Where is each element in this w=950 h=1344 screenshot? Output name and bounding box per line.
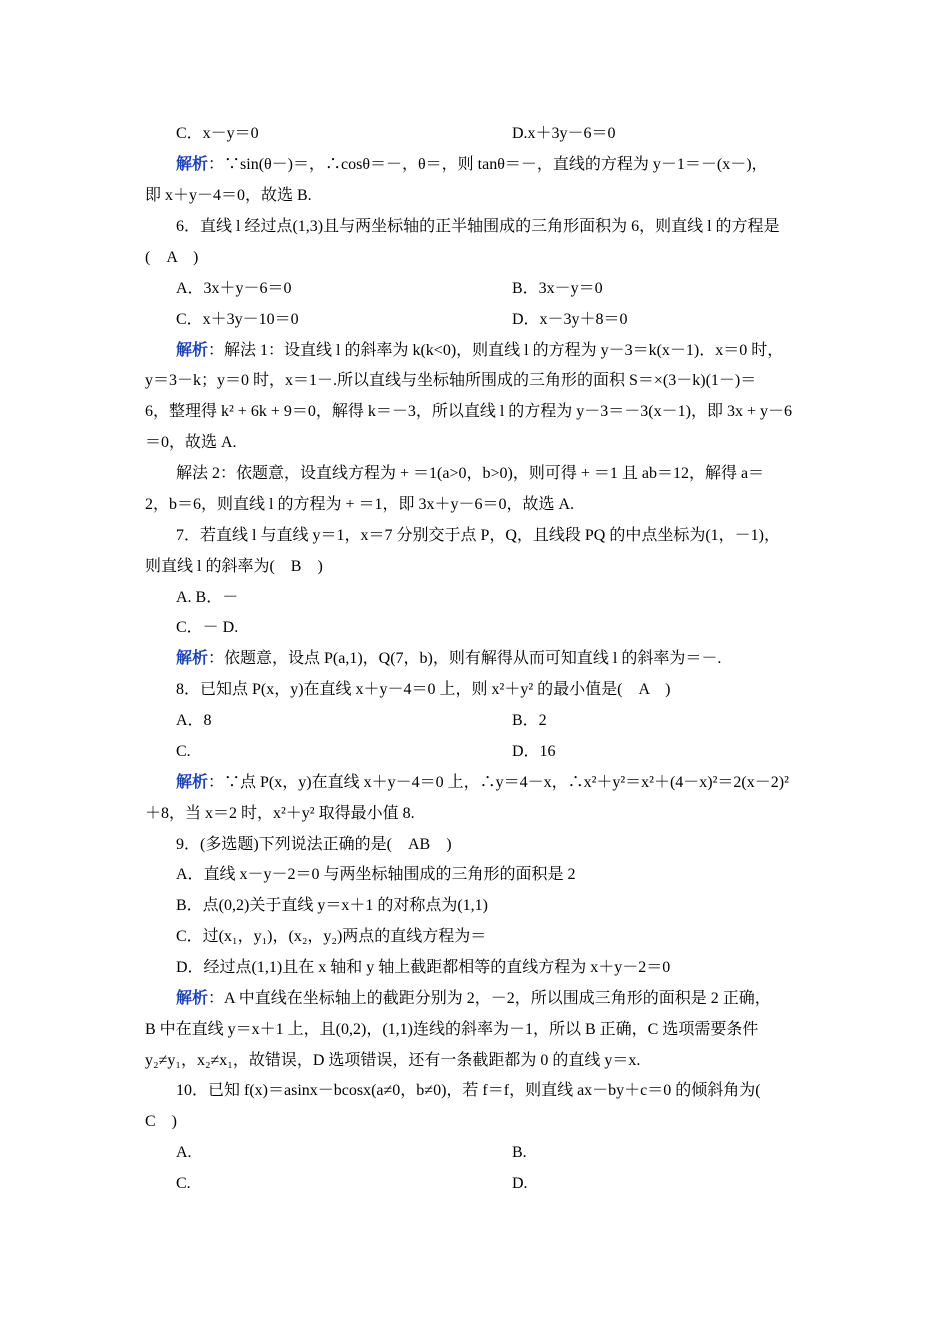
solution-label: 解析 [176, 650, 209, 667]
q8-option-c: C. [176, 743, 191, 760]
q8-solution-line1: 解析：∵点 P(x，y)在直线 x＋y－4＝0 上，∴y＝4－x，∴x²＋y²＝x²＋(4－x)²＝2(x－2)² [176, 774, 789, 791]
q7-solution: 解析：依题意，设点 P(a,1)，Q(7，b)，则有解得从而可知直线 l 的斜率为＝－. [176, 650, 722, 667]
q7-options-cd: C．－ D. [176, 619, 239, 636]
q6-solution1-line1: 解析：解法 1：设直线 l 的斜率为 k(k<0)，则直线 l 的方程为 y－3＝k(x－1)．x＝0 时， [176, 342, 784, 359]
q7-options-ab: A. B．－ [176, 589, 239, 606]
q9-solution-line2: B 中在直线 y＝x＋1 上，且(0,2)，(1,1)连线的斜率为－1，所以 B 正确，C 选项需要条件 [145, 1021, 759, 1038]
solution-label: 解析 [176, 342, 209, 359]
q6-option-d: D．x－3y＋8＝0 [512, 311, 628, 328]
q6-stem-line1: 6．直线 l 经过点(1,3)且与两坐标轴的正半轴围成的三角形面积为 6，则直线 l 的方程是 [176, 218, 780, 235]
q10-option-c: C. [176, 1175, 191, 1192]
q6-stem-line2: ( A ) [145, 249, 199, 266]
q9-solution-line3: y₂≠y₁，x₂≠x₁，故错误，D 选项错误，还有一条截距都为 0 的直线 y＝x. [145, 1052, 641, 1069]
q9-solution-line1: 解析：A 中直线在坐标轴上的截距分别为 2，－2，所以围成三角形的面积是 2 正确， [176, 990, 771, 1007]
q8-option-a: A．8 [176, 712, 212, 729]
q9-option-d: D．经过点(1,1)且在 x 轴和 y 轴上截距都相等的直线方程为 x＋y－2＝0 [176, 959, 671, 976]
q10-option-a: A. [176, 1144, 192, 1161]
q8-solution-line2: ＋8，当 x＝2 时，x²＋y² 取得最小值 8. [145, 805, 415, 822]
q10-stem-line1: 10．已知 f(x)＝asinx－bcosx(a≠0，b≠0)，若 f＝f，则直线 ax－by＋c＝0 的倾斜角为( [176, 1082, 761, 1099]
q5-option-c: C．x－y＝0 [176, 125, 259, 142]
q6-option-a: A．3x＋y－6＝0 [176, 280, 292, 297]
solution-label: 解析 [176, 774, 209, 791]
q5-option-d: D.x＋3y－6＝0 [512, 125, 616, 142]
q7-stem-line1: 7．若直线 l 与直线 y＝1，x＝7 分别交于点 P，Q，且线段 PQ 的中点坐标为(1，－1)， [176, 527, 781, 544]
q6-solution2-line1: 解法 2：依题意，设直线方程为 + ＝1(a>0，b>0)，则可得 + ＝1 且 ab＝12，解得 a＝ [176, 465, 765, 482]
q5-solution-line2: 即 x＋y－4＝0，故选 B. [145, 187, 312, 204]
q8-stem: 8．已知点 P(x，y)在直线 x＋y－4＝0 上，则 x²＋y² 的最小值是( A ) [176, 681, 671, 698]
q6-solution2-line2: 2，b＝6，则直线 l 的方程为 + ＝1，即 3x＋y－6＝0，故选 A. [145, 496, 575, 513]
q6-solution1-line3: 6，整理得 k² + 6k + 9＝0，解得 k＝－3，所以直线 l 的方程为 y－3＝－3(x－1)，即 3x + y－6 [145, 403, 792, 420]
q10-option-b: B. [512, 1144, 527, 1161]
q9-option-c: C．过(x₁，y₁)，(x₂，y₂)两点的直线方程为＝ [176, 928, 487, 945]
q8-option-b: B．2 [512, 712, 547, 729]
q6-solution1-line4: ＝0，故选 A. [145, 434, 237, 451]
solution-label: 解析 [176, 990, 209, 1007]
q6-solution1-line2: y＝3－k；y＝0 时，x＝1－.所以直线与坐标轴所围成的三角形的面积 S＝×(3－k)(1－)＝ [145, 372, 757, 389]
q6-option-c: C．x＋3y－10＝0 [176, 311, 299, 328]
solution-label: 解析 [176, 156, 209, 173]
q10-option-d: D. [512, 1175, 528, 1192]
q8-option-d: D．16 [512, 743, 556, 760]
q10-stem-line2: C ) [145, 1113, 178, 1130]
q5-solution-line1: 解析：∵sin(θ－)＝，∴cosθ＝－，θ＝，则 tanθ＝－，直线的方程为 y－1＝－(x－)， [176, 156, 768, 173]
q9-stem: 9．(多选题)下列说法正确的是( AB ) [176, 836, 452, 853]
q6-option-b: B．3x－y＝0 [512, 280, 603, 297]
q9-option-a: A．直线 x－y－2＝0 与两坐标轴围成的三角形的面积是 2 [176, 866, 576, 883]
q7-stem-line2: 则直线 l 的斜率为( B ) [145, 558, 323, 575]
q9-option-b: B．点(0,2)关于直线 y＝x＋1 的对称点为(1,1) [176, 897, 488, 914]
